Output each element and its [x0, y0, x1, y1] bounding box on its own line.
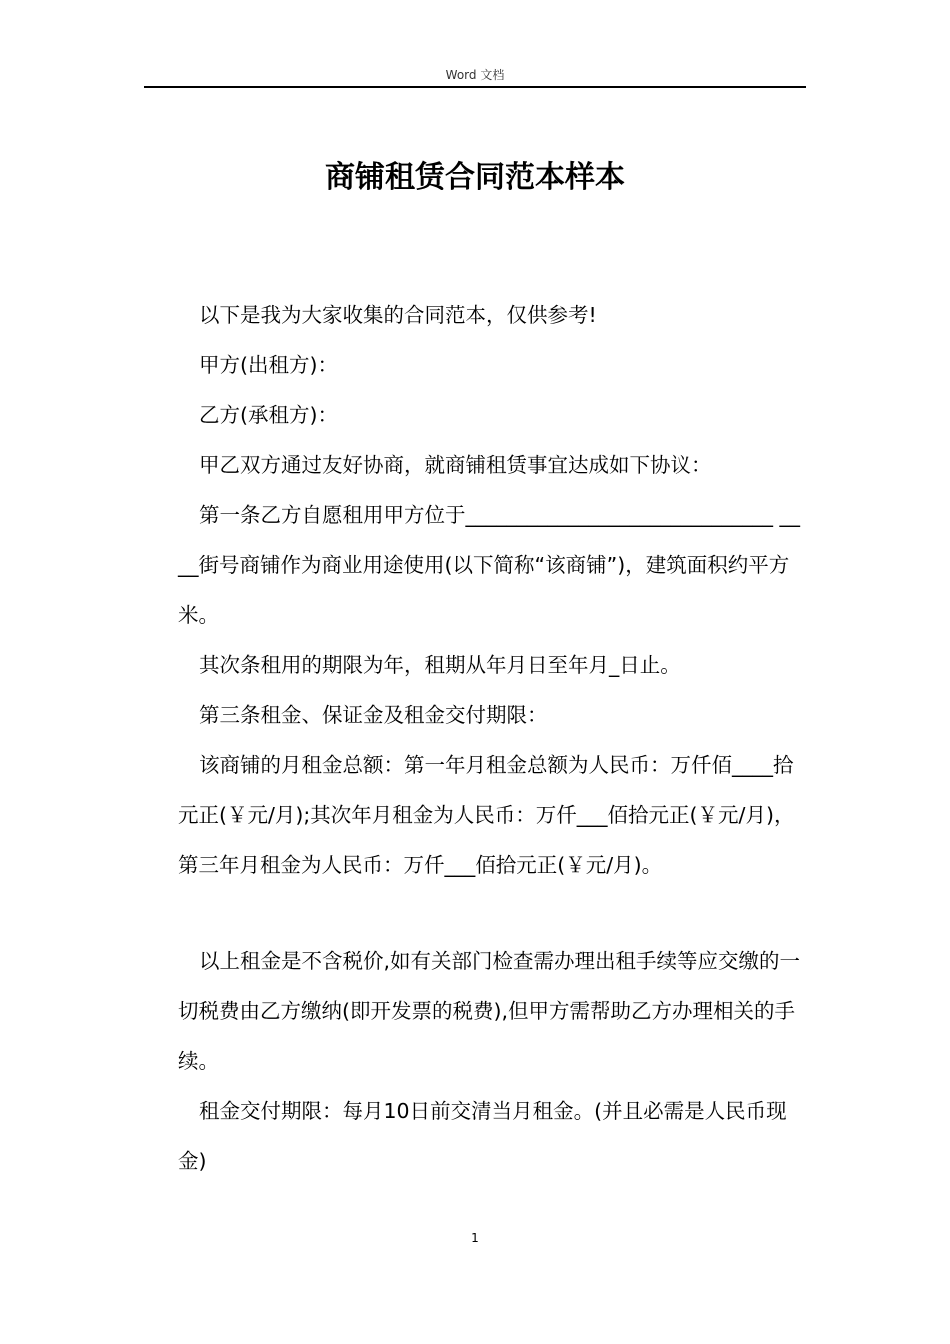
paragraph-article-3: 第三条租金、保证金及租金交付期限：: [199, 703, 548, 727]
paragraph-tax: 以上租金是不含税价,如有关部门检查需办理出租手续等应交缴的一切税费由乙方缴纳(即开发票的税费),但甲方需帮助乙方办理相关的手续。: [178, 949, 801, 1073]
paragraph-party-b: 乙方(承租方)：: [199, 403, 338, 427]
document-body: [178, 290, 808, 1186]
page-number: 1: [471, 1231, 479, 1245]
paragraph-intro: 以下是我为大家收集的合同范本，仅供参考!: [199, 303, 597, 327]
paragraph-spacer: [178, 890, 808, 936]
paragraph-article-1: 第一条乙方自愿租用甲方位于______________________________ ____街号商铺作为商业用途使用(以下简称“该商铺”)，建筑面积约平方米。: [178, 503, 801, 627]
paragraph-rent-amount: 该商铺的月租金总额：第一年月租金总额为人民币：万仟佰____拾元正(￥元/月);其次年月租金为人民币：万仟___佰拾元正(￥元/月)，第三年月租金为人民币：万仟___佰拾元正(￥元/月)。: [178, 753, 795, 877]
page-header: Word 文档: [445, 68, 505, 82]
document-title: 商铺租赁合同范本样本: [325, 160, 625, 195]
paragraph-agreement: 甲乙双方通过友好协商，就商铺租赁事宜达成如下协议：: [199, 453, 712, 477]
paragraph-payment-deadline: 租金交付期限：每月10日前交清当月租金。(并且必需是人民币现金): [178, 1099, 787, 1173]
paragraph-article-2: 其次条租用的期限为年，租期从年月日至年月_日止。: [199, 653, 681, 677]
paragraph-party-a: 甲方(出租方)：: [199, 353, 338, 377]
header-divider: [144, 86, 806, 88]
